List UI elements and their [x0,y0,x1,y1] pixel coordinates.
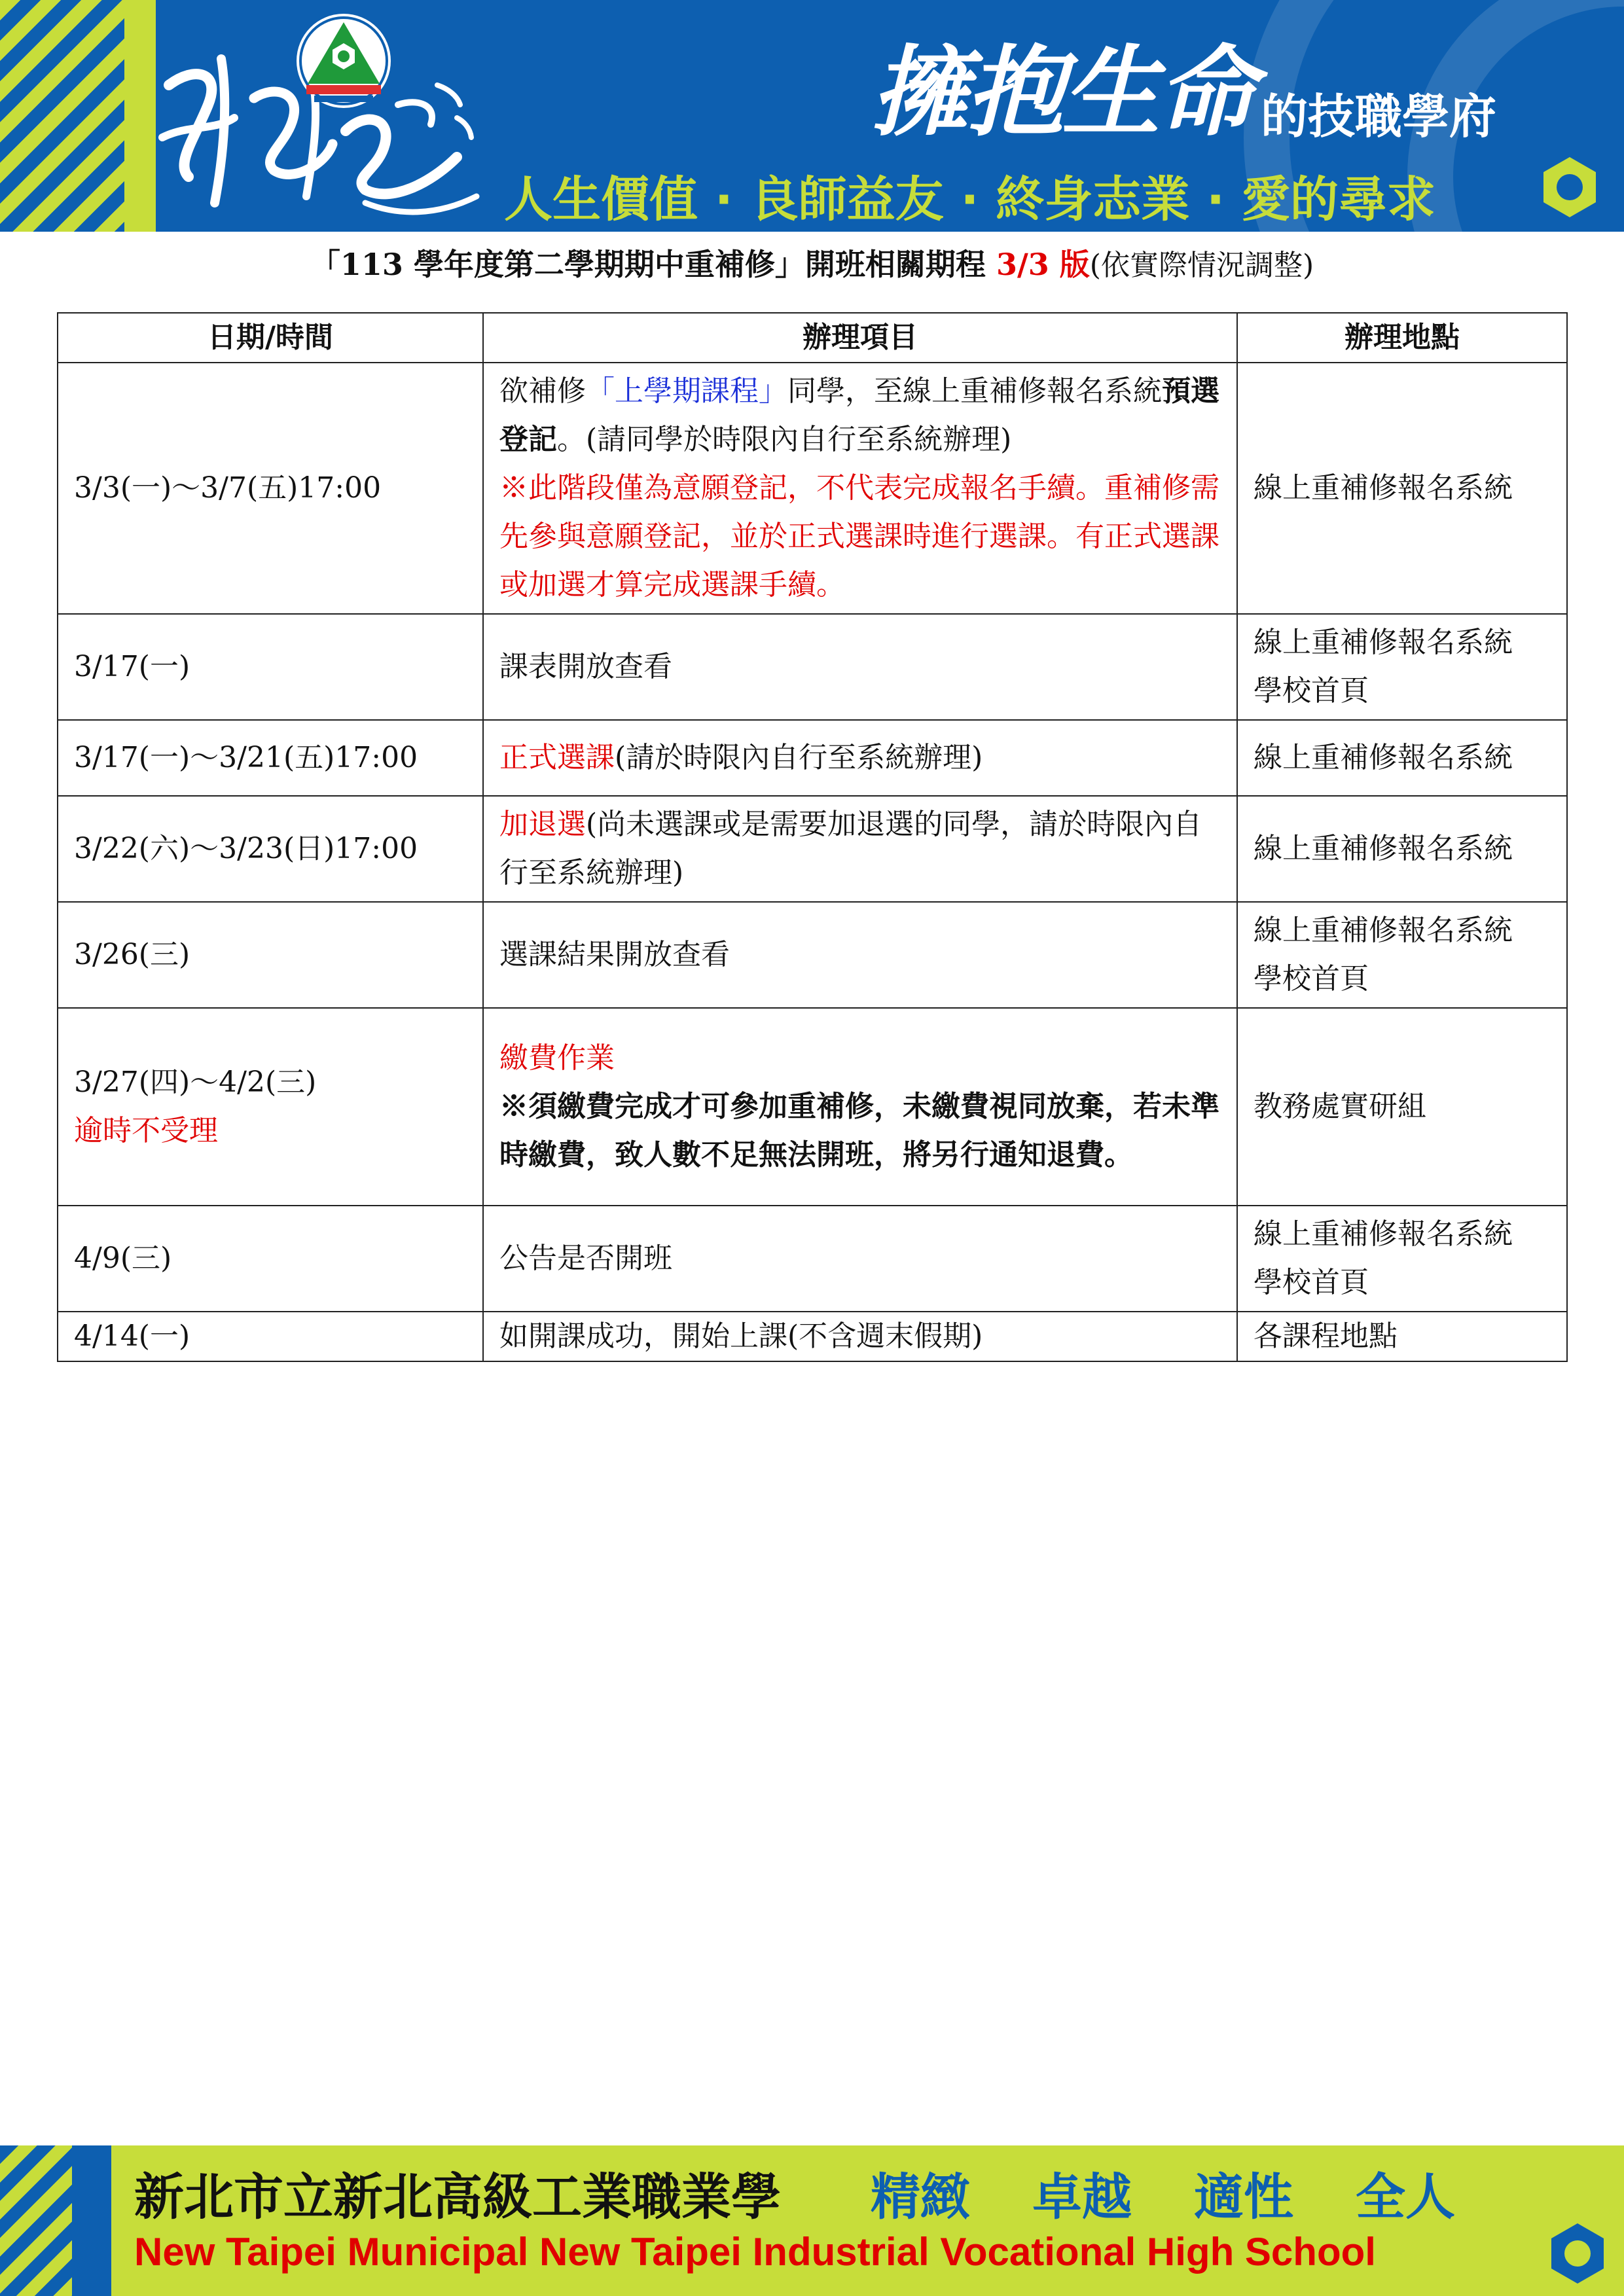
school-emblem [295,12,393,110]
payment-warning: ※須繳費完成才可參加重補修，未繳費視同放棄，若未準時繳費，致人數不足無法開班，將另行通知退費。 [499,1090,1219,1172]
school-motto: 人生價值 · 良師益友 · 終身志業 · 愛的尋求 [504,171,1435,228]
row-item: 繳費作業 ※須繳費完成才可參加重補修，未繳費視同放棄，若未準時繳費，致人數不足無法開班，將另行通知退費。 [483,1008,1237,1206]
document-title [0,241,1624,284]
table-row [58,363,1567,614]
slogan-big: 擁抱生命 [871,36,1254,150]
footer-stripes [0,2145,72,2296]
title-note: (依實際情況調整) [1089,249,1314,282]
row-item: 加退選(尚未選課或是需要加退選的同學，請於時限內自行至系統辦理) [483,796,1237,902]
school-name-en: New Taipei Municipal New Taipei Industrial Vocational High School [134,2230,1376,2274]
row-location: 線上重補修報名系統 學校首頁 [1237,1206,1567,1312]
footer-banner [0,2145,1624,2296]
row-item: 欲補修「上學期課程」同學，至線上重補修報名系統預選登記。(請同學於時限內自行至系統辦理) ※此階段僅為意願登記，不代表完成報名手續。重補修需先參與意願登記，並於正式選課時進行選課。有正式選課或加選才算完成選課手續。 [483,363,1237,614]
row-location: 線上重補修報名系統 [1237,363,1567,614]
row-item: 如開課成功，開始上課(不含週末假期) [483,1312,1237,1361]
row-date: 3/17(一)～3/21(五)17:00 [58,720,483,796]
deadline-note: 逾時不受理 [74,1114,218,1147]
title-main: 「113 學年度第二學期期中重補修」開班相關期程 [310,247,986,282]
row-location: 線上重補修報名系統 學校首頁 [1237,902,1567,1008]
row-item: 正式選課(請於時限內自行至系統辦理) [483,720,1237,796]
row-item: 選課結果開放查看 [483,902,1237,1008]
row-date: 4/14(一) [58,1312,483,1361]
table-row [58,614,1567,720]
schedule-table [57,312,1568,1362]
hex-nut-icon [1537,154,1602,220]
row-date: 3/22(六)～3/23(日)17:00 [58,796,483,902]
row-location: 線上重補修報名系統 [1237,796,1567,902]
column-header-location: 辦理地點 [1237,313,1567,363]
school-name-cn: 新北市立新北高級工業職業學 [134,2168,781,2226]
row-location: 各課程地點 [1237,1312,1567,1361]
table-row [58,796,1567,902]
column-header-item: 辦理項目 [483,313,1237,363]
slogan-small: 的技職學府 [1261,89,1497,144]
footer-accent-band [72,2145,111,2296]
column-header-date: 日期/時間 [58,313,483,363]
row-date: 3/26(三) [58,902,483,1008]
row-item: 公告是否開班 [483,1206,1237,1312]
row-date: 3/17(一) [58,614,483,720]
school-virtues: 精緻 卓越 適性 全人 [871,2168,1455,2226]
table-row [58,1206,1567,1312]
row-item: 課表開放查看 [483,614,1237,720]
row-location: 教務處實研組 [1237,1008,1567,1206]
header-stripes [0,0,124,232]
table-row [58,1312,1567,1361]
row-date: 3/3(一)～3/7(五)17:00 [58,363,483,614]
table-row [58,902,1567,1008]
term-highlight: 「上學期課程」 [586,374,787,408]
header-banner [0,0,1624,232]
row-date: 3/27(四)～4/2(三) 逾時不受理 [58,1008,483,1206]
row-location: 線上重補修報名系統 [1237,720,1567,796]
warning-text: ※此階段僅為意願登記，不代表完成報名手續。重補修需先參與意願登記，並於正式選課時進行選課。有正式選課或加選才算完成選課手續。 [499,471,1219,601]
row-date: 4/9(三) [58,1206,483,1312]
row-location: 線上重補修報名系統 學校首頁 [1237,614,1567,720]
table-row [58,720,1567,796]
hex-nut-icon [1545,2221,1610,2286]
table-header-row [58,313,1567,363]
table-row [58,1008,1567,1206]
title-version: 3/3 版 [996,247,1090,282]
